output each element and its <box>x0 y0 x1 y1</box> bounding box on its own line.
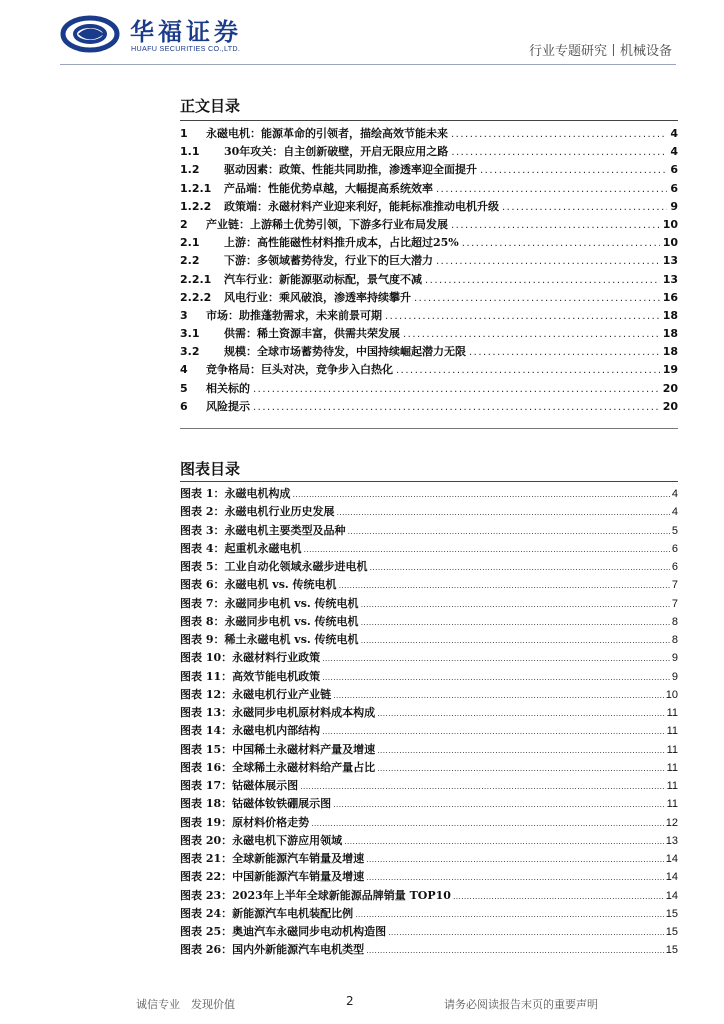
footer-slogan: 诚信专业 发现价值 <box>136 998 235 1011</box>
figures-title: 图表目录 <box>180 460 241 478</box>
figure-entry-page: 6 <box>671 542 678 555</box>
figure-leader-dots <box>366 946 664 955</box>
figures-top-rule <box>180 481 678 482</box>
toc-entry[interactable] <box>180 289 678 307</box>
figure-entry-label: 图表 15：中国稀土永磁材料产量及增速 <box>180 742 376 756</box>
figure-entry-page: 7 <box>671 597 678 610</box>
toc-entry-number: 2 <box>180 217 188 231</box>
toc-entry-title: 产业链：上游稀土优势引领，下游多行业布局发展 <box>206 217 448 231</box>
report-category: 行业专题研究丨机械设备 <box>528 44 672 59</box>
figure-leader-dots <box>355 910 664 919</box>
logo-chinese-name: 华福证券 <box>130 17 242 46</box>
toc-entry[interactable] <box>180 361 678 379</box>
figure-entry-page: 5 <box>671 524 678 537</box>
figure-entry-page: 14 <box>665 871 678 884</box>
toc-entry[interactable] <box>180 180 678 198</box>
toc-entry-number: 1.2.1 <box>180 181 212 195</box>
toc-leader-dots <box>403 329 660 340</box>
toc-entry-page: 10 <box>662 217 678 231</box>
figure-leader-dots <box>377 764 664 773</box>
toc-leader-dots <box>385 311 660 322</box>
toc-entry-page: 18 <box>662 345 678 359</box>
toc-bottom-rule <box>180 428 678 429</box>
toc-entry-page: 20 <box>662 399 678 413</box>
figure-entry-page: 11 <box>666 761 678 774</box>
toc-top-rule <box>180 120 678 121</box>
toc-leader-dots <box>425 275 660 286</box>
figure-entry-label: 图表 6：永磁电机 vs. 传统电机 <box>180 578 337 592</box>
toc-entry-page: 20 <box>662 381 678 395</box>
toc-entry[interactable] <box>180 325 678 343</box>
figure-entry-label: 图表 24：新能源汽车电机装配比例 <box>180 906 354 920</box>
toc-entry[interactable] <box>180 398 678 416</box>
figure-entry-page: 12 <box>665 816 678 829</box>
toc-entry[interactable] <box>180 234 678 252</box>
figure-leader-dots <box>388 928 664 937</box>
toc-entry-title: 竞争格局：巨头对决，竞争步入白热化 <box>206 363 393 377</box>
figure-entry-page: 14 <box>665 889 678 902</box>
figure-leader-dots <box>322 727 664 736</box>
toc-entry-title: 风险提示 <box>206 399 250 413</box>
figure-entry-label: 图表 4：起重机永磁电机 <box>180 541 302 555</box>
figure-entry-page: 11 <box>666 780 678 792</box>
toc-entry-title: 产品端：性能优势卓越，大幅提高系统效率 <box>224 181 433 195</box>
figure-entry[interactable] <box>180 905 678 923</box>
toc-entry-number: 2.1 <box>180 236 200 250</box>
figure-entry[interactable] <box>180 485 678 503</box>
figure-entry-page: 11 <box>666 725 678 738</box>
toc-entry-page: 9 <box>670 199 678 213</box>
toc-entry-page: 16 <box>662 290 678 304</box>
toc-entry-title: 市场：助推蓬勃需求，未来前景可期 <box>206 308 382 322</box>
figure-entry[interactable] <box>180 941 678 959</box>
figure-entry-label: 图表 17：钴磁体展示图 <box>180 779 299 792</box>
figure-entry[interactable] <box>180 887 678 905</box>
figure-entry-label: 图表 3：永磁电机主要类型及品种 <box>180 523 346 537</box>
toc-leader-dots <box>414 293 660 304</box>
figure-entry[interactable] <box>180 668 678 686</box>
toc-entry-number: 4 <box>180 363 188 377</box>
toc-entry[interactable] <box>180 216 678 234</box>
toc-leader-dots <box>451 147 667 158</box>
figure-entry[interactable] <box>180 503 678 521</box>
toc-entry-number: 2.2 <box>180 254 200 268</box>
figure-entry[interactable] <box>180 649 678 667</box>
figure-entry-page: 11 <box>666 743 678 756</box>
toc-entry-title: 政策端：永磁材料产业迎来利好，能耗标准推动电机升级 <box>224 199 499 213</box>
figure-leader-dots <box>377 746 664 755</box>
figure-leader-dots <box>303 545 669 554</box>
toc-entry-number: 1.2 <box>180 163 200 177</box>
figure-entry[interactable] <box>180 795 678 813</box>
toc-leader-dots <box>436 256 660 267</box>
figure-entry-page: 15 <box>665 944 678 957</box>
toc-entry-title: 汽车行业：新能源驱动标配，景气度不减 <box>224 272 422 286</box>
toc-entry-title: 上游：高性能磁性材料推升成本，占比超过25% <box>224 236 459 250</box>
toc-entry-page: 19 <box>662 363 678 377</box>
figure-entry[interactable] <box>180 595 678 613</box>
figure-entry[interactable] <box>180 741 678 759</box>
figure-entry-label: 图表 21：全球新能源汽车销量及增速 <box>180 852 365 865</box>
toc-entry-title: 30年攻关：自主创新破壁，开启无限应用之路 <box>224 145 449 159</box>
figure-entry-page: 11 <box>666 798 678 811</box>
figure-leader-dots <box>366 873 664 882</box>
toc-entry-page: 4 <box>670 127 678 140</box>
toc-leader-dots <box>480 165 667 176</box>
figure-entry-page: 9 <box>671 670 678 683</box>
figure-entry-page: 4 <box>671 506 678 519</box>
toc-entry-number: 3 <box>180 308 188 322</box>
figure-entry-label: 图表 5：工业自动化领域永磁步进电机 <box>180 560 368 573</box>
figure-entry-label: 图表 9：稀土永磁电机 vs. 传统电机 <box>180 633 359 646</box>
toc-entry-number: 3.1 <box>180 327 200 341</box>
figure-entry[interactable] <box>180 832 678 850</box>
toc-entry-page: 10 <box>662 236 678 250</box>
figure-entry[interactable] <box>180 613 678 631</box>
toc-entry-number: 1.1 <box>180 145 200 159</box>
toc-entry[interactable] <box>180 161 678 179</box>
figure-entry[interactable] <box>180 686 678 704</box>
figure-leader-dots <box>369 563 669 572</box>
page-number: 2 <box>346 994 354 1008</box>
figure-entry[interactable] <box>180 923 678 941</box>
figure-entry-label: 图表 22：中国新能源汽车销量及增速 <box>180 870 365 884</box>
figure-entry-page: 15 <box>665 926 678 938</box>
toc-entry[interactable] <box>180 343 678 361</box>
toc-entry-title: 永磁电机：能源革命的引领者，描绘高效节能未来 <box>206 127 448 140</box>
figure-entry[interactable] <box>180 631 678 649</box>
toc-entry[interactable] <box>180 125 678 143</box>
toc-entry-page: 6 <box>670 181 678 195</box>
toc-entry-page: 18 <box>662 327 678 341</box>
figure-entry-page: 6 <box>671 561 678 573</box>
toc-entry[interactable] <box>180 143 678 161</box>
figure-leader-dots <box>361 636 670 645</box>
figure-entry-label: 图表 19：原材料价格走势 <box>180 815 310 829</box>
figure-entry[interactable] <box>180 814 678 832</box>
toc-entry-page: 18 <box>662 308 678 322</box>
figure-entry-page: 14 <box>665 853 678 865</box>
toc-entry-title: 风电行业：乘风破浪，渗透率持续攀升 <box>224 290 411 304</box>
toc-entry-title: 驱动因素：政策、性能共同助推，渗透率迎全面提升 <box>224 163 477 177</box>
figure-leader-dots <box>311 819 664 828</box>
figure-entry-label: 图表 7：永磁同步电机 vs. 传统电机 <box>180 596 359 610</box>
toc-entry-number: 1.2.2 <box>180 199 212 213</box>
toc-leader-dots <box>396 365 660 376</box>
toc-leader-dots <box>253 384 660 395</box>
figure-leader-dots <box>300 782 664 791</box>
toc-entry-title: 供需：稀土资源丰富，供需共荣发展 <box>224 327 400 341</box>
figure-entry-label: 图表 16：全球稀土永磁材料给产量占比 <box>180 760 376 774</box>
figure-leader-dots <box>336 508 669 517</box>
toc-leader-dots <box>451 220 660 231</box>
figure-entry-page: 8 <box>671 634 678 646</box>
figure-entry-page: 11 <box>666 707 678 719</box>
figure-entry-label: 图表 25：奥迪汽车永磁同步电动机构造图 <box>180 925 387 938</box>
huafu-logo-icon <box>60 15 126 53</box>
figure-entry-page: 10 <box>665 688 678 701</box>
page-footer <box>0 996 724 1020</box>
figure-entry-page: 9 <box>671 652 678 665</box>
figure-entry[interactable] <box>180 868 678 886</box>
figure-entry[interactable] <box>180 704 678 722</box>
toc-entry[interactable] <box>180 307 678 325</box>
figures-list <box>180 485 678 960</box>
toc-entry-title: 规模：全球市场蓄势待发，中国持续崛起潜力无限 <box>224 345 466 359</box>
toc-entry-number: 2.2.2 <box>180 290 212 304</box>
figure-leader-dots <box>333 800 664 809</box>
footer-disclaimer: 请务必阅读报告末页的重要声明 <box>444 998 598 1011</box>
toc-leader-dots <box>253 402 660 413</box>
toc-entry-number: 2.2.1 <box>180 272 212 286</box>
toc-leader-dots <box>502 202 667 213</box>
page-header <box>0 0 724 70</box>
figure-entry-label: 图表 10：永磁材料行业政策 <box>180 651 321 665</box>
figure-entry-label: 图表 18：钴磁体钕铁硼展示图 <box>180 797 332 811</box>
toc-entry[interactable] <box>180 271 678 289</box>
toc-entry-page: 13 <box>662 272 678 286</box>
figure-entry[interactable] <box>180 522 678 540</box>
figure-entry[interactable] <box>180 540 678 558</box>
figure-leader-dots <box>361 618 670 627</box>
toc-entry-page: 6 <box>670 163 678 177</box>
figure-leader-dots <box>344 837 664 846</box>
toc-title: 正文目录 <box>180 97 241 115</box>
toc-entry[interactable] <box>180 252 678 270</box>
toc-list <box>180 125 678 416</box>
figure-entry-page: 4 <box>671 488 678 500</box>
figure-entry-label: 图表 20：永磁电机下游应用领域 <box>180 833 343 847</box>
toc-leader-dots <box>462 238 660 249</box>
toc-entry-title: 相关标的 <box>206 381 250 395</box>
logo-english-name: HUAFU SECURITIES CO.,LTD. <box>131 44 241 53</box>
figure-leader-dots <box>377 709 664 718</box>
toc-entry-number: 3.2 <box>180 345 200 359</box>
figure-entry-page: 7 <box>671 579 678 592</box>
toc-leader-dots <box>436 184 667 195</box>
figure-entry-label: 图表 8：永磁同步电机 vs. 传统电机 <box>180 614 359 628</box>
figure-leader-dots <box>361 600 670 609</box>
figure-entry-page: 8 <box>671 615 678 628</box>
figure-leader-dots <box>292 490 669 499</box>
figure-entry-page: 13 <box>665 834 678 847</box>
figure-entry[interactable] <box>180 850 678 868</box>
toc-entry-page: 4 <box>670 145 678 159</box>
toc-leader-dots <box>451 129 667 140</box>
toc-entry-number: 6 <box>180 399 188 413</box>
figure-entry-label: 图表 13：永磁同步电机原材料成本构成 <box>180 706 376 719</box>
toc-entry[interactable] <box>180 380 678 398</box>
figure-entry[interactable] <box>180 576 678 594</box>
figure-leader-dots <box>366 855 664 864</box>
figure-leader-dots <box>333 691 664 700</box>
toc-leader-dots <box>469 347 660 358</box>
header-divider <box>60 64 676 65</box>
toc-entry-title: 下游：多领域蓄势待发，行业下的巨大潜力 <box>224 254 433 268</box>
figure-entry[interactable] <box>180 558 678 576</box>
figure-entry-label: 图表 12：永磁电机行业产业链 <box>180 687 332 701</box>
figure-entry-label: 图表 23：2023年上半年全球新能源品牌销量 TOP10 <box>180 888 451 902</box>
figure-entry[interactable] <box>180 777 678 795</box>
figure-entry-label: 图表 14：永磁电机内部结构 <box>180 724 321 738</box>
figure-entry-label: 图表 11：高效节能电机政策 <box>180 669 321 683</box>
toc-entry-number: 5 <box>180 381 188 395</box>
figure-leader-dots <box>322 654 670 663</box>
figure-leader-dots <box>322 673 670 682</box>
toc-entry[interactable] <box>180 198 678 216</box>
figure-entry-label: 图表 26：国内外新能源汽车电机类型 <box>180 943 365 957</box>
figure-leader-dots <box>339 581 670 590</box>
figure-entry[interactable] <box>180 722 678 740</box>
figure-leader-dots <box>347 527 669 536</box>
toc-entry-number: 1 <box>180 127 188 140</box>
figure-leader-dots <box>453 892 664 901</box>
figure-entry[interactable] <box>180 759 678 777</box>
figure-entry-label: 图表 1：永磁电机构成 <box>180 487 291 500</box>
figure-entry-label: 图表 2：永磁电机行业历史发展 <box>180 505 335 519</box>
toc-entry-page: 13 <box>662 254 678 268</box>
figure-entry-page: 15 <box>665 907 678 920</box>
